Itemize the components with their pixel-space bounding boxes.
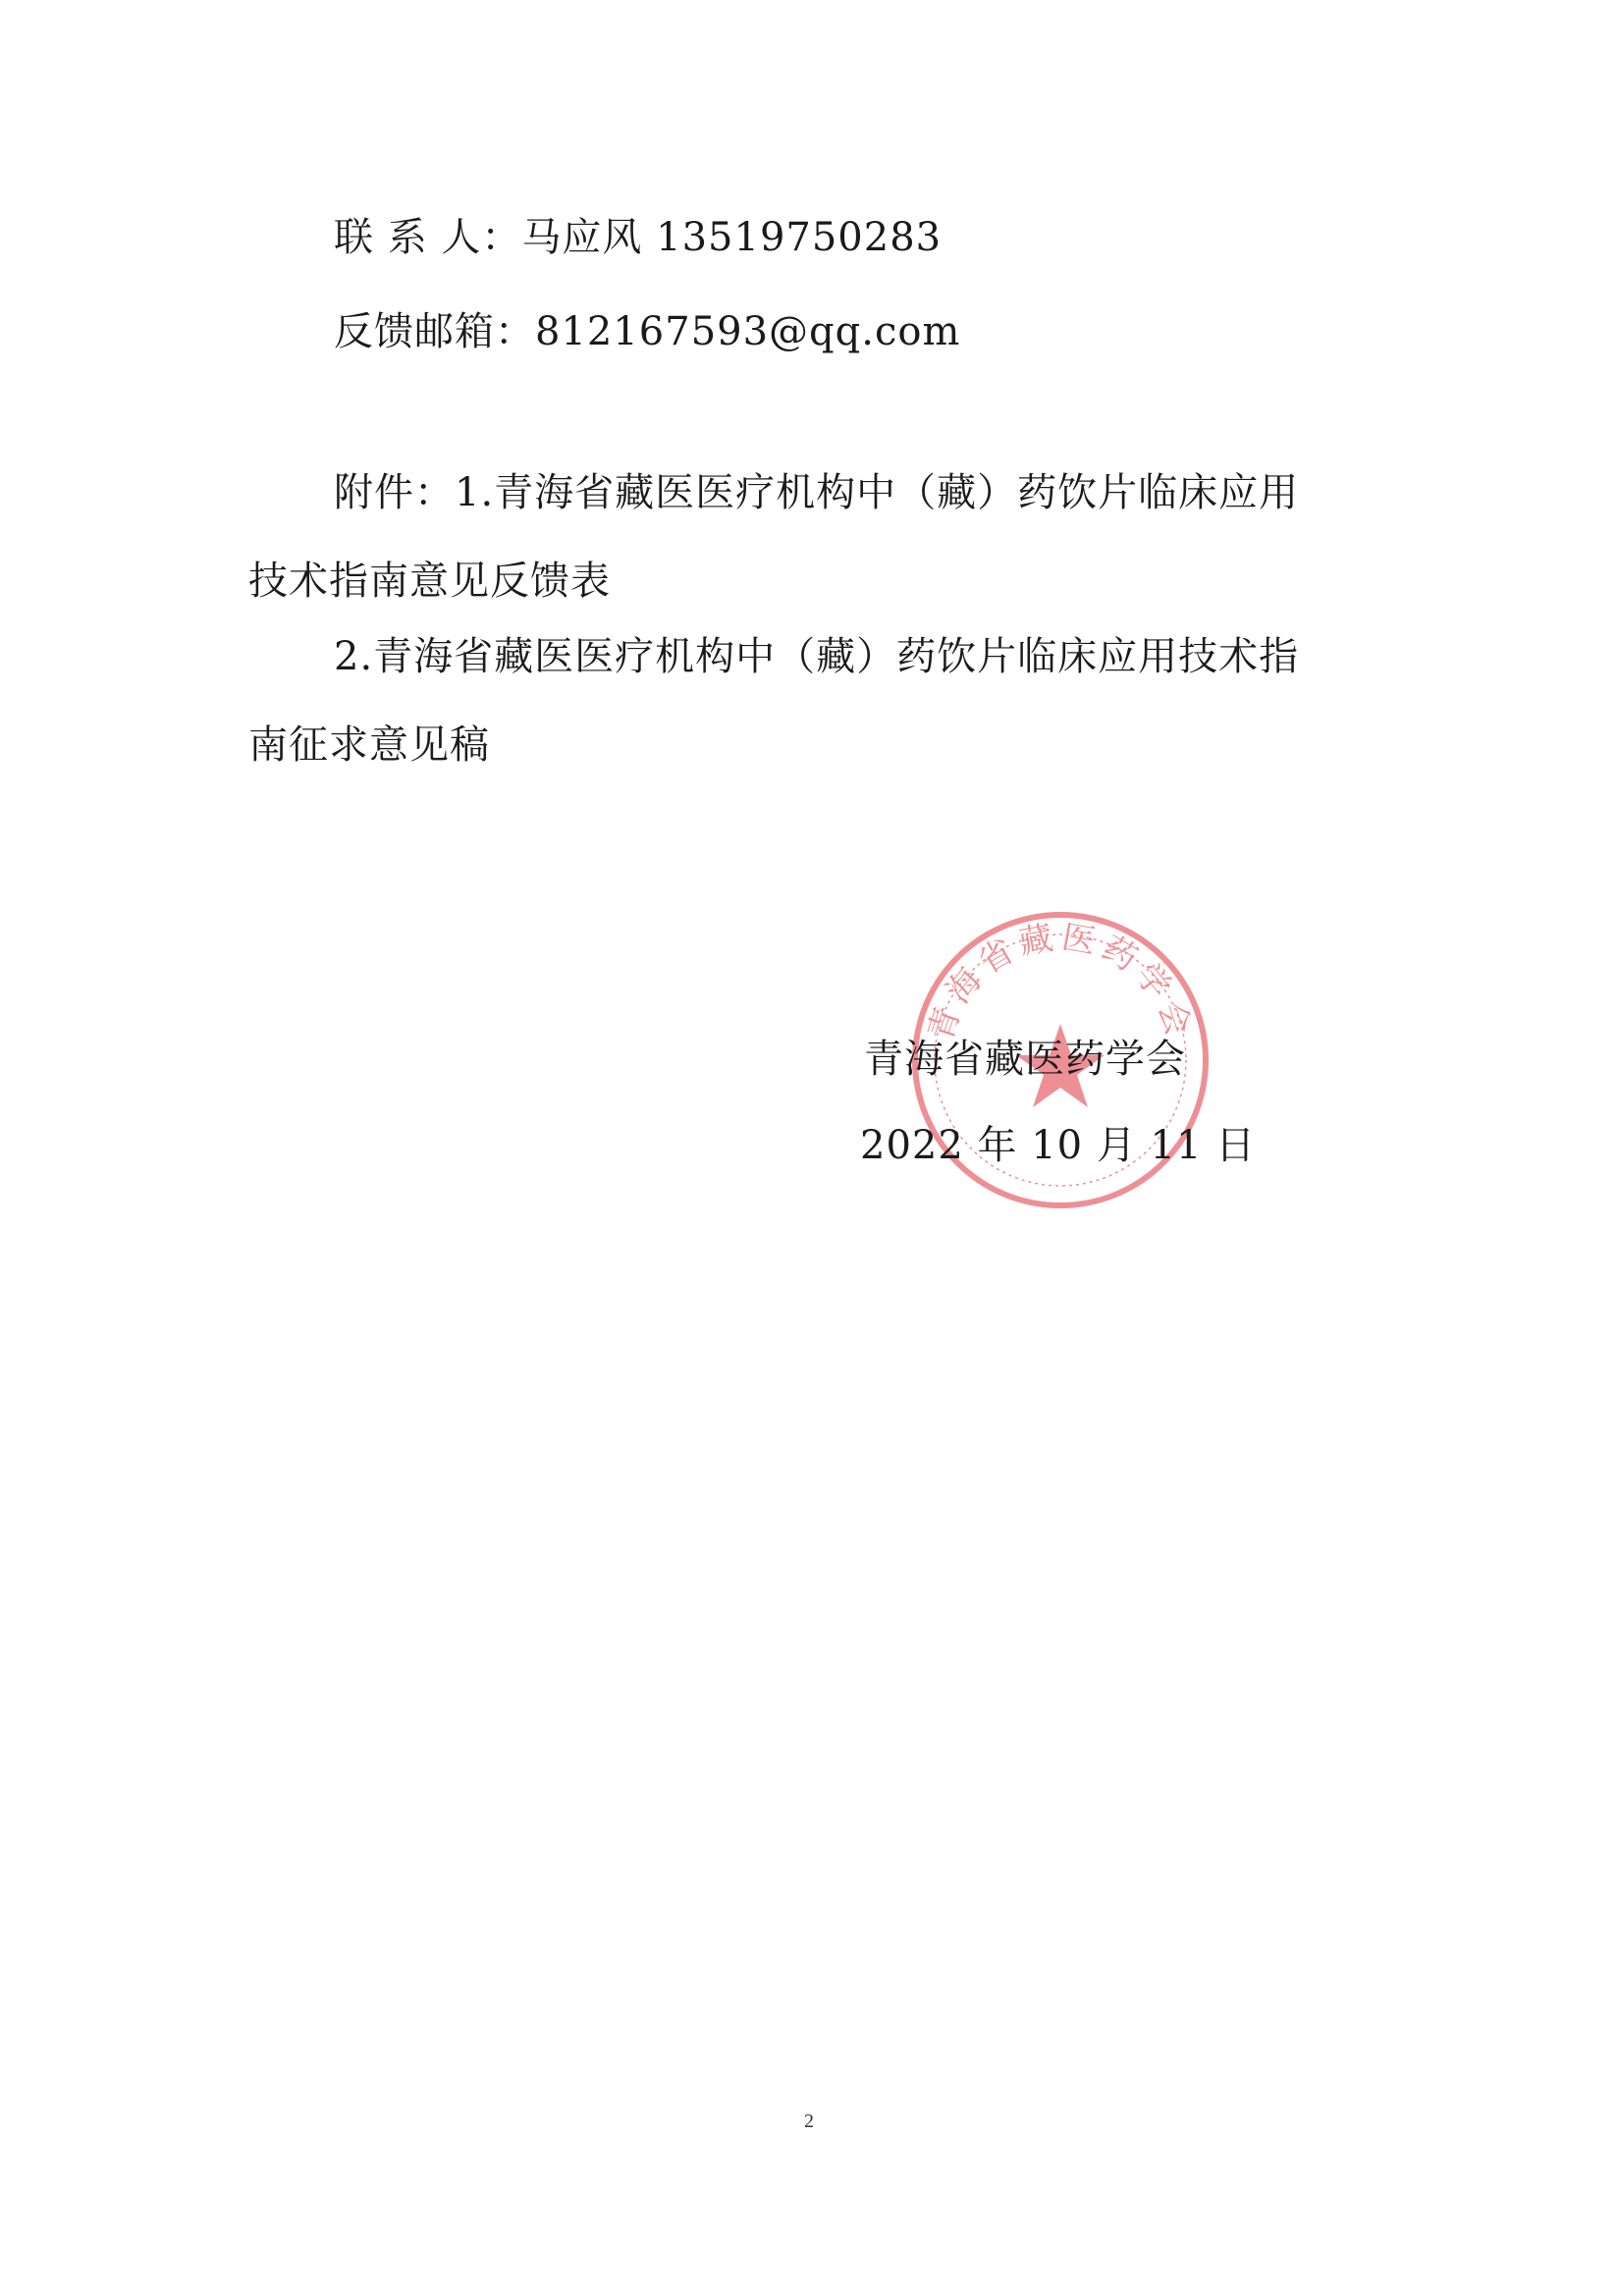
contact-email-value: 812167593@qq.com (535, 309, 961, 354)
seal-text: 青海省藏医药学会 (920, 917, 1201, 1046)
signing-date: 2022 年 10 月 11 日 (860, 1123, 1257, 1168)
attachment-1-line-2: 技术指南意见反馈表 (248, 559, 611, 604)
signing-organization: 青海省藏医药学会 (864, 1037, 1186, 1082)
page-number: 2 (804, 2110, 814, 2132)
attachment-2-line-2: 南征求意见稿 (248, 722, 490, 768)
contact-person-value: 马应风 13519750283 (521, 215, 943, 260)
attachment-2-line-1: 2.青海省藏医医疗机构中（藏）药饮片临床应用技术指 (334, 634, 1300, 679)
contact-email-line (334, 308, 960, 355)
contact-person-label: 联 系 人： (334, 215, 522, 260)
attachment-1-line-1: 附件：1.青海省藏医医疗机构中（藏）药饮片临床应用 (334, 470, 1300, 515)
contact-email-label: 反馈邮箱： (334, 309, 535, 354)
contact-person-line (334, 214, 942, 261)
